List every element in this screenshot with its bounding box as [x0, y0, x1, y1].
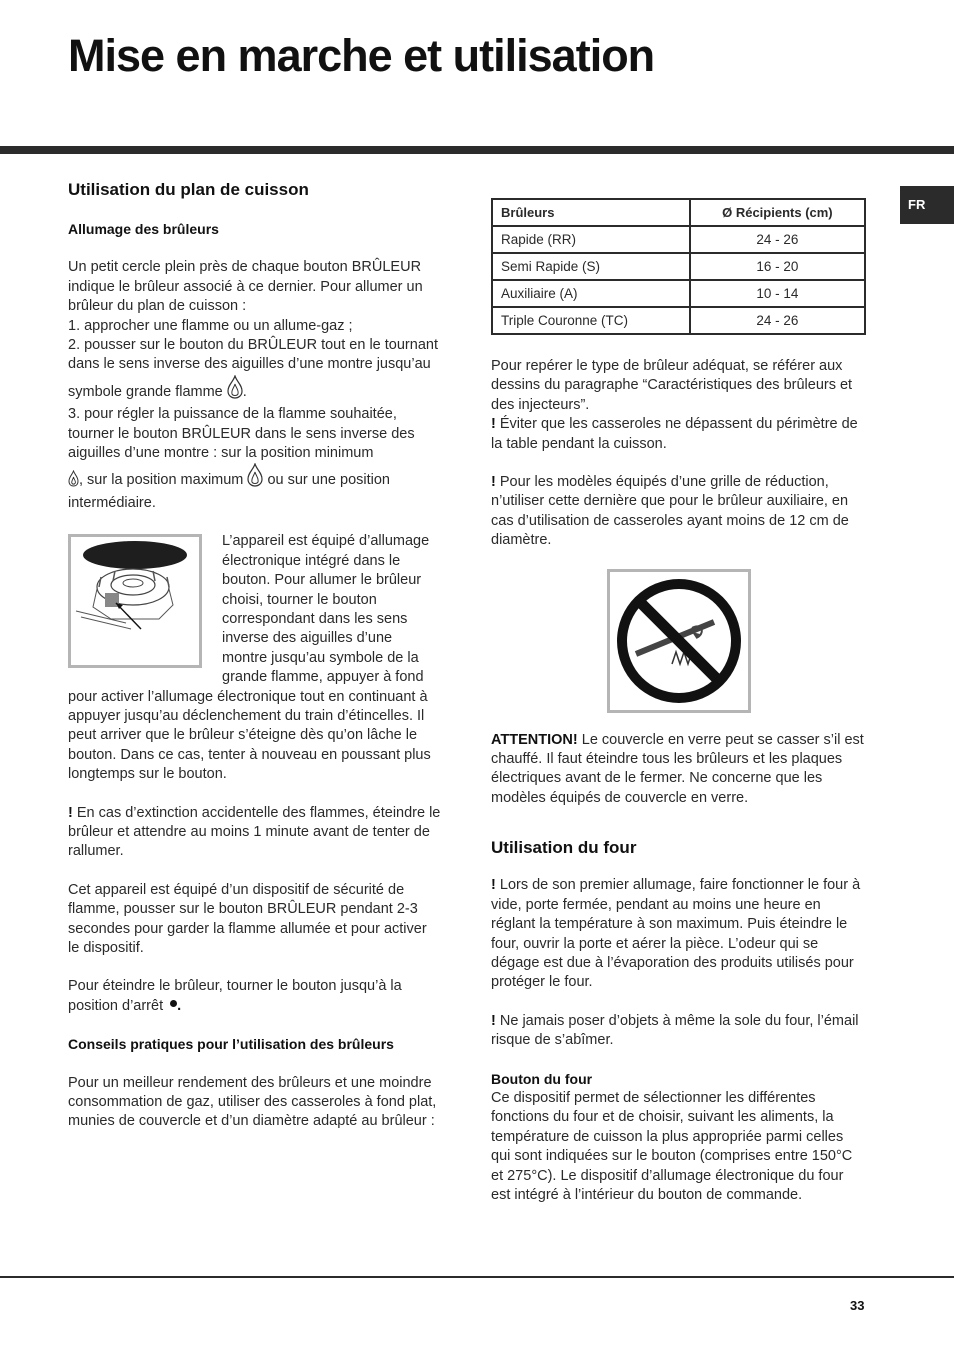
subheading-tips: Conseils pratiques pour l’utilisation des brûleurs	[68, 1036, 394, 1053]
table-cell: 10 - 14	[690, 280, 865, 307]
table-cell: 24 - 26	[690, 307, 865, 334]
turn-off-text: Pour éteindre le brûleur, tourner le bouton jusqu’à la position d’arrêt	[68, 978, 402, 1014]
bottom-divider	[0, 1276, 954, 1278]
flame-extinction-text: En cas d’extinction accidentelle des flammes, éteindre le brûleur et attendre au moins 1 minute avant de tenter de rallumer.	[68, 804, 441, 860]
table-cell: Semi Rapide (S)	[492, 253, 690, 280]
subheading-ignition: Allumage des brûleurs	[68, 221, 219, 237]
ignition-paragraph	[68, 258, 441, 513]
small-flame-icon	[68, 470, 79, 493]
oven-floor-note	[491, 1012, 866, 1051]
ignition-step-3-max: , sur la position maximum	[79, 472, 244, 489]
table-cell: Auxiliaire (A)	[492, 280, 690, 307]
section-heading-oven: Utilisation du four	[491, 838, 637, 858]
oven-knob-paragraph: Ce dispositif permet de sélectionner les différentes fonctions du four et de choisir, suivant les aliments, la température de cuisson la plus appropriée parmi celles qui sont indiquées sur le bouton (comprises entre 150°C et 275°C). Le dispositif d’allumage électronique du four est intégré à l’intérieur du bouton de commande.	[491, 1089, 853, 1203]
table-header-row	[492, 199, 865, 226]
ignition-step-3-end: ou sur une position intermédiaire.	[68, 472, 390, 511]
table-row	[492, 253, 865, 280]
page-title: Mise en marche et utilisation	[68, 30, 655, 81]
table-cell: 24 - 26	[690, 226, 865, 253]
table-cell: Triple Couronne (TC)	[492, 307, 690, 334]
electronic-ignition-block	[68, 532, 441, 784]
reduction-grid-text: Pour les modèles équipés d’une grille de réduction, n’utiliser cette dernière que pour le brûleur auxiliaire, en cas d’utilisation de casseroles ayant moins de 12 cm de diamètre.	[491, 474, 849, 549]
attention-label: ATTENTION!	[491, 731, 578, 748]
reduction-grid-note	[491, 473, 866, 551]
section-heading-cooktop: Utilisation du plan de cuisson	[68, 180, 309, 199]
table-header-diameter: Ø Récipients (cm)	[690, 199, 865, 226]
subheading-oven-knob: Bouton du four	[491, 1070, 593, 1087]
table-header-burners: Brûleurs	[492, 199, 690, 226]
pan-perimeter-note	[491, 415, 866, 454]
warning-mark: !	[491, 1012, 496, 1029]
oven-floor-text: Ne jamais poser d’objets à même la sole du four, l’émail risque de s’abîmer.	[491, 1012, 859, 1049]
table-cell: Rapide (RR)	[492, 226, 690, 253]
burner-illustration	[68, 534, 202, 668]
no-closed-lid-warning-icon	[607, 569, 751, 713]
safety-device-paragraph: Cet appareil est équipé d’un dispositif de sécurité de flamme, pousser sur le bouton BRÛLEUR pendant 2-3 secondes pour garder la flamme allumée et pour activer le dispositif.	[68, 881, 427, 956]
burner-table	[491, 198, 866, 335]
first-use-text: Lors de son premier allumage, faire fonctionner le four à vide, porte fermée, pendant au moins une heure en réglant la température à son maximum. Puis éteindre le four, ouvrir la porte et aérer la pièce. L’odeur qui se dégage est due à l’évaporation des produits utilisés pour protéger le four.	[491, 877, 861, 991]
page-number: 33	[850, 1298, 865, 1313]
turn-off-paragraph	[68, 977, 441, 1016]
large-flame-icon	[227, 375, 243, 405]
ignition-step-2: 2. pousser sur le bouton du BRÛLEUR tout en le tournant dans le sens inverse des aiguilles d’une montre jusqu’au symbole grande flamme	[68, 337, 438, 400]
turn-off-period: .	[177, 997, 182, 1014]
large-flame-icon	[247, 463, 263, 493]
attention-paragraph	[491, 731, 866, 809]
pan-perimeter-text: Éviter que les casseroles ne dépassent du périmètre de la table pendant la cuisson.	[491, 416, 858, 452]
warning-mark: !	[491, 877, 496, 894]
left-column	[68, 178, 441, 1132]
language-tab: FR	[900, 186, 954, 224]
ignition-step-3: 3. pour régler la puissance de la flamme souhaitée, tourner le bouton BRÛLEUR dans le sens inverse des aiguilles d’une montre : sur la position minimum	[68, 406, 415, 462]
warning-mark: !	[491, 416, 496, 433]
table-row	[492, 226, 865, 253]
attention-text: Le couvercle en verre peut se casser s’il est chauffé. Il faut éteindre tous les brûleurs et les plaques électriques avant de le fermer. Ne concerne que les modèles équipés de couvercle en verre.	[491, 731, 864, 806]
first-use-note	[491, 876, 866, 992]
warning-mark: !	[491, 474, 496, 491]
top-divider	[0, 146, 954, 154]
right-column	[491, 198, 866, 1205]
flame-extinction-note	[68, 804, 441, 862]
warning-mark: !	[68, 804, 73, 821]
burner-reference-paragraph: Pour repérer le type de brûleur adéquat, se référer aux dessins du paragraphe “Caractéristiques des brûleurs et des injecteurs”.	[491, 358, 853, 413]
table-row	[492, 280, 865, 307]
table-row	[492, 307, 865, 334]
table-cell: 16 - 20	[690, 253, 865, 280]
electronic-ignition-paragraph: L’appareil est équipé d’allumage électronique intégré dans le bouton. Pour allumer le brûleur choisi, tourner le bouton correspondant dans les sens inverse des aiguilles d’une montre jusqu’au symbole de la grande flamme, appuyer à fond pour activer l’allumage électronique tout en continuant à appuyer jusqu’au déclenchement du train d’étincelles. Il peut arriver que le brûleur s’éteigne dès qu’on lâche le bouton. Dans ce cas, tenter à nouveau en poussant plus longtemps sur le bouton.	[68, 533, 431, 783]
ignition-step-2-period: .	[242, 383, 247, 400]
ignition-step-1: 1. approcher une flamme ou un allume-gaz ;	[68, 317, 353, 334]
tips-paragraph: Pour un meilleur rendement des brûleurs et une moindre consommation de gaz, utiliser des casseroles à fond plat, munies de couvercle et d’un diamètre adapté au brûleur :	[68, 1074, 437, 1130]
ignition-intro: Un petit cercle plein près de chaque bouton BRÛLEUR indique le brûleur associé à ce dernier. Pour allumer un brûleur du plan de cuisson :	[68, 259, 423, 315]
